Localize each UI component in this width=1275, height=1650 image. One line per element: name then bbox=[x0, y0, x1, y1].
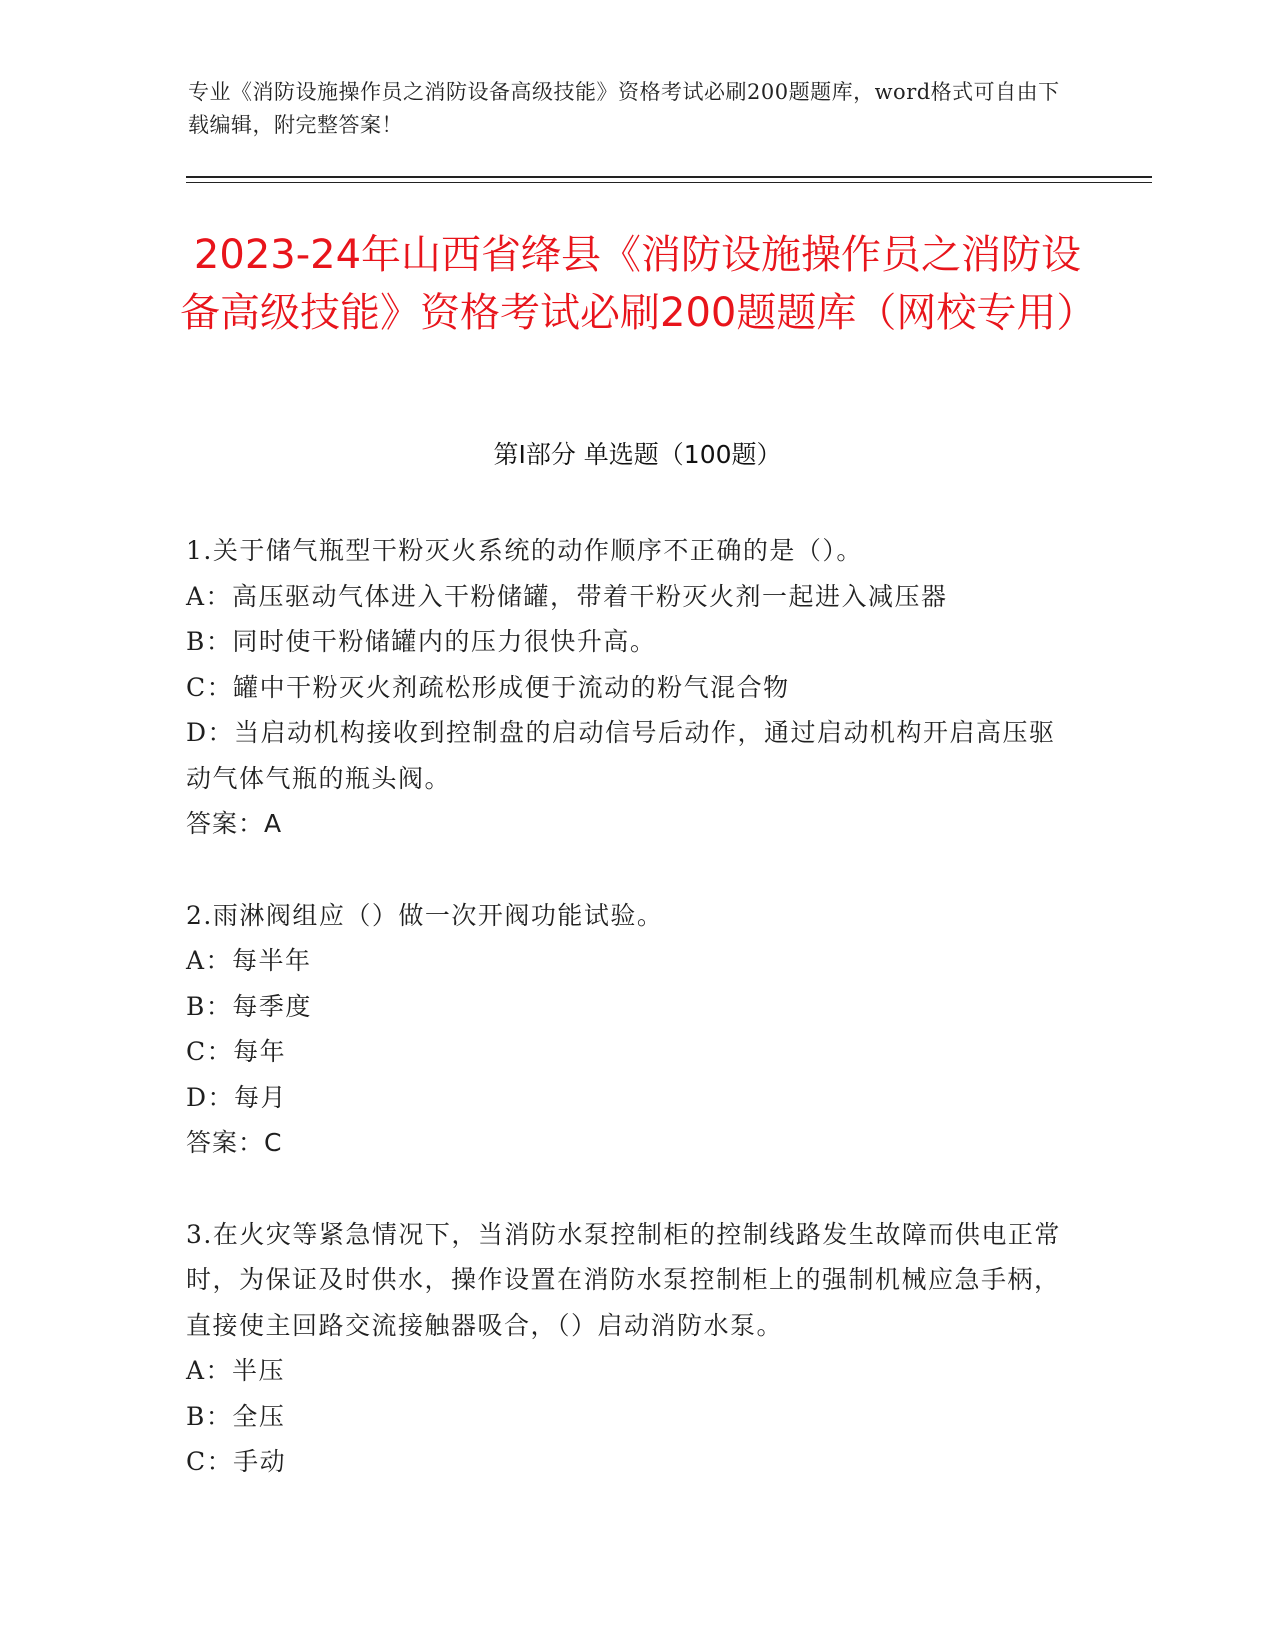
header-note: 专业《消防设施操作员之消防设备高级技能》资格考试必刷200题题库，word格式可自由下载编辑，附完整答案！ bbox=[188, 80, 1060, 137]
option-d: D：当启动机构接收到控制盘的启动信号后动作，通过启动机构开启高压驱动气体气瓶的瓶头阀。 bbox=[186, 718, 1056, 793]
question-1 bbox=[186, 528, 1066, 847]
document-title: 2023-24年山西省绛县《消防设施操作员之消防设备高级技能》资格考试必刷200题题库（网校专用） bbox=[180, 232, 1097, 336]
option-a: A：半压 bbox=[186, 1356, 286, 1385]
option-a: A：每半年 bbox=[186, 946, 312, 975]
option-d: D：每月 bbox=[186, 1082, 288, 1112]
question-stem: 3.在火灾等紧急情况下，当消防水泵控制柜的控制线路发生故障而供电正常时，为保证及时供水，操作设置在消防水泵控制柜上的强制机械应急手柄，直接使主回路交流接触器吸合，（）启动消防水泵。 bbox=[186, 1219, 1061, 1340]
option-b: B：每季度 bbox=[186, 991, 312, 1021]
question-list bbox=[186, 528, 1066, 1531]
answer: 答案：C bbox=[186, 1128, 283, 1157]
option-c: C：每年 bbox=[186, 1037, 287, 1066]
option-a: A：高压驱动气体进入干粉储罐，带着干粉灭火剂一起进入减压器 bbox=[186, 581, 948, 611]
question-3 bbox=[186, 1212, 1066, 1485]
header-divider-thin bbox=[186, 182, 1152, 183]
option-b: B：全压 bbox=[186, 1401, 286, 1431]
question-stem: 1.关于储气瓶型干粉灭火系统的动作顺序不正确的是（）。 bbox=[186, 536, 863, 565]
option-c: C：罐中干粉灭火剂疏松形成便于流动的粉气混合物 bbox=[186, 672, 790, 702]
answer: 答案：A bbox=[186, 809, 283, 838]
question-2 bbox=[186, 893, 1066, 1166]
header-divider-thick bbox=[186, 176, 1152, 178]
option-b: B：同时使干粉储罐内的压力很快升高。 bbox=[186, 627, 657, 656]
question-stem: 2.雨淋阀组应（）做一次开阀功能试验。 bbox=[186, 900, 664, 930]
section-title: 第I部分 单选题（100题） bbox=[493, 440, 782, 469]
option-c: C：手动 bbox=[186, 1447, 287, 1476]
